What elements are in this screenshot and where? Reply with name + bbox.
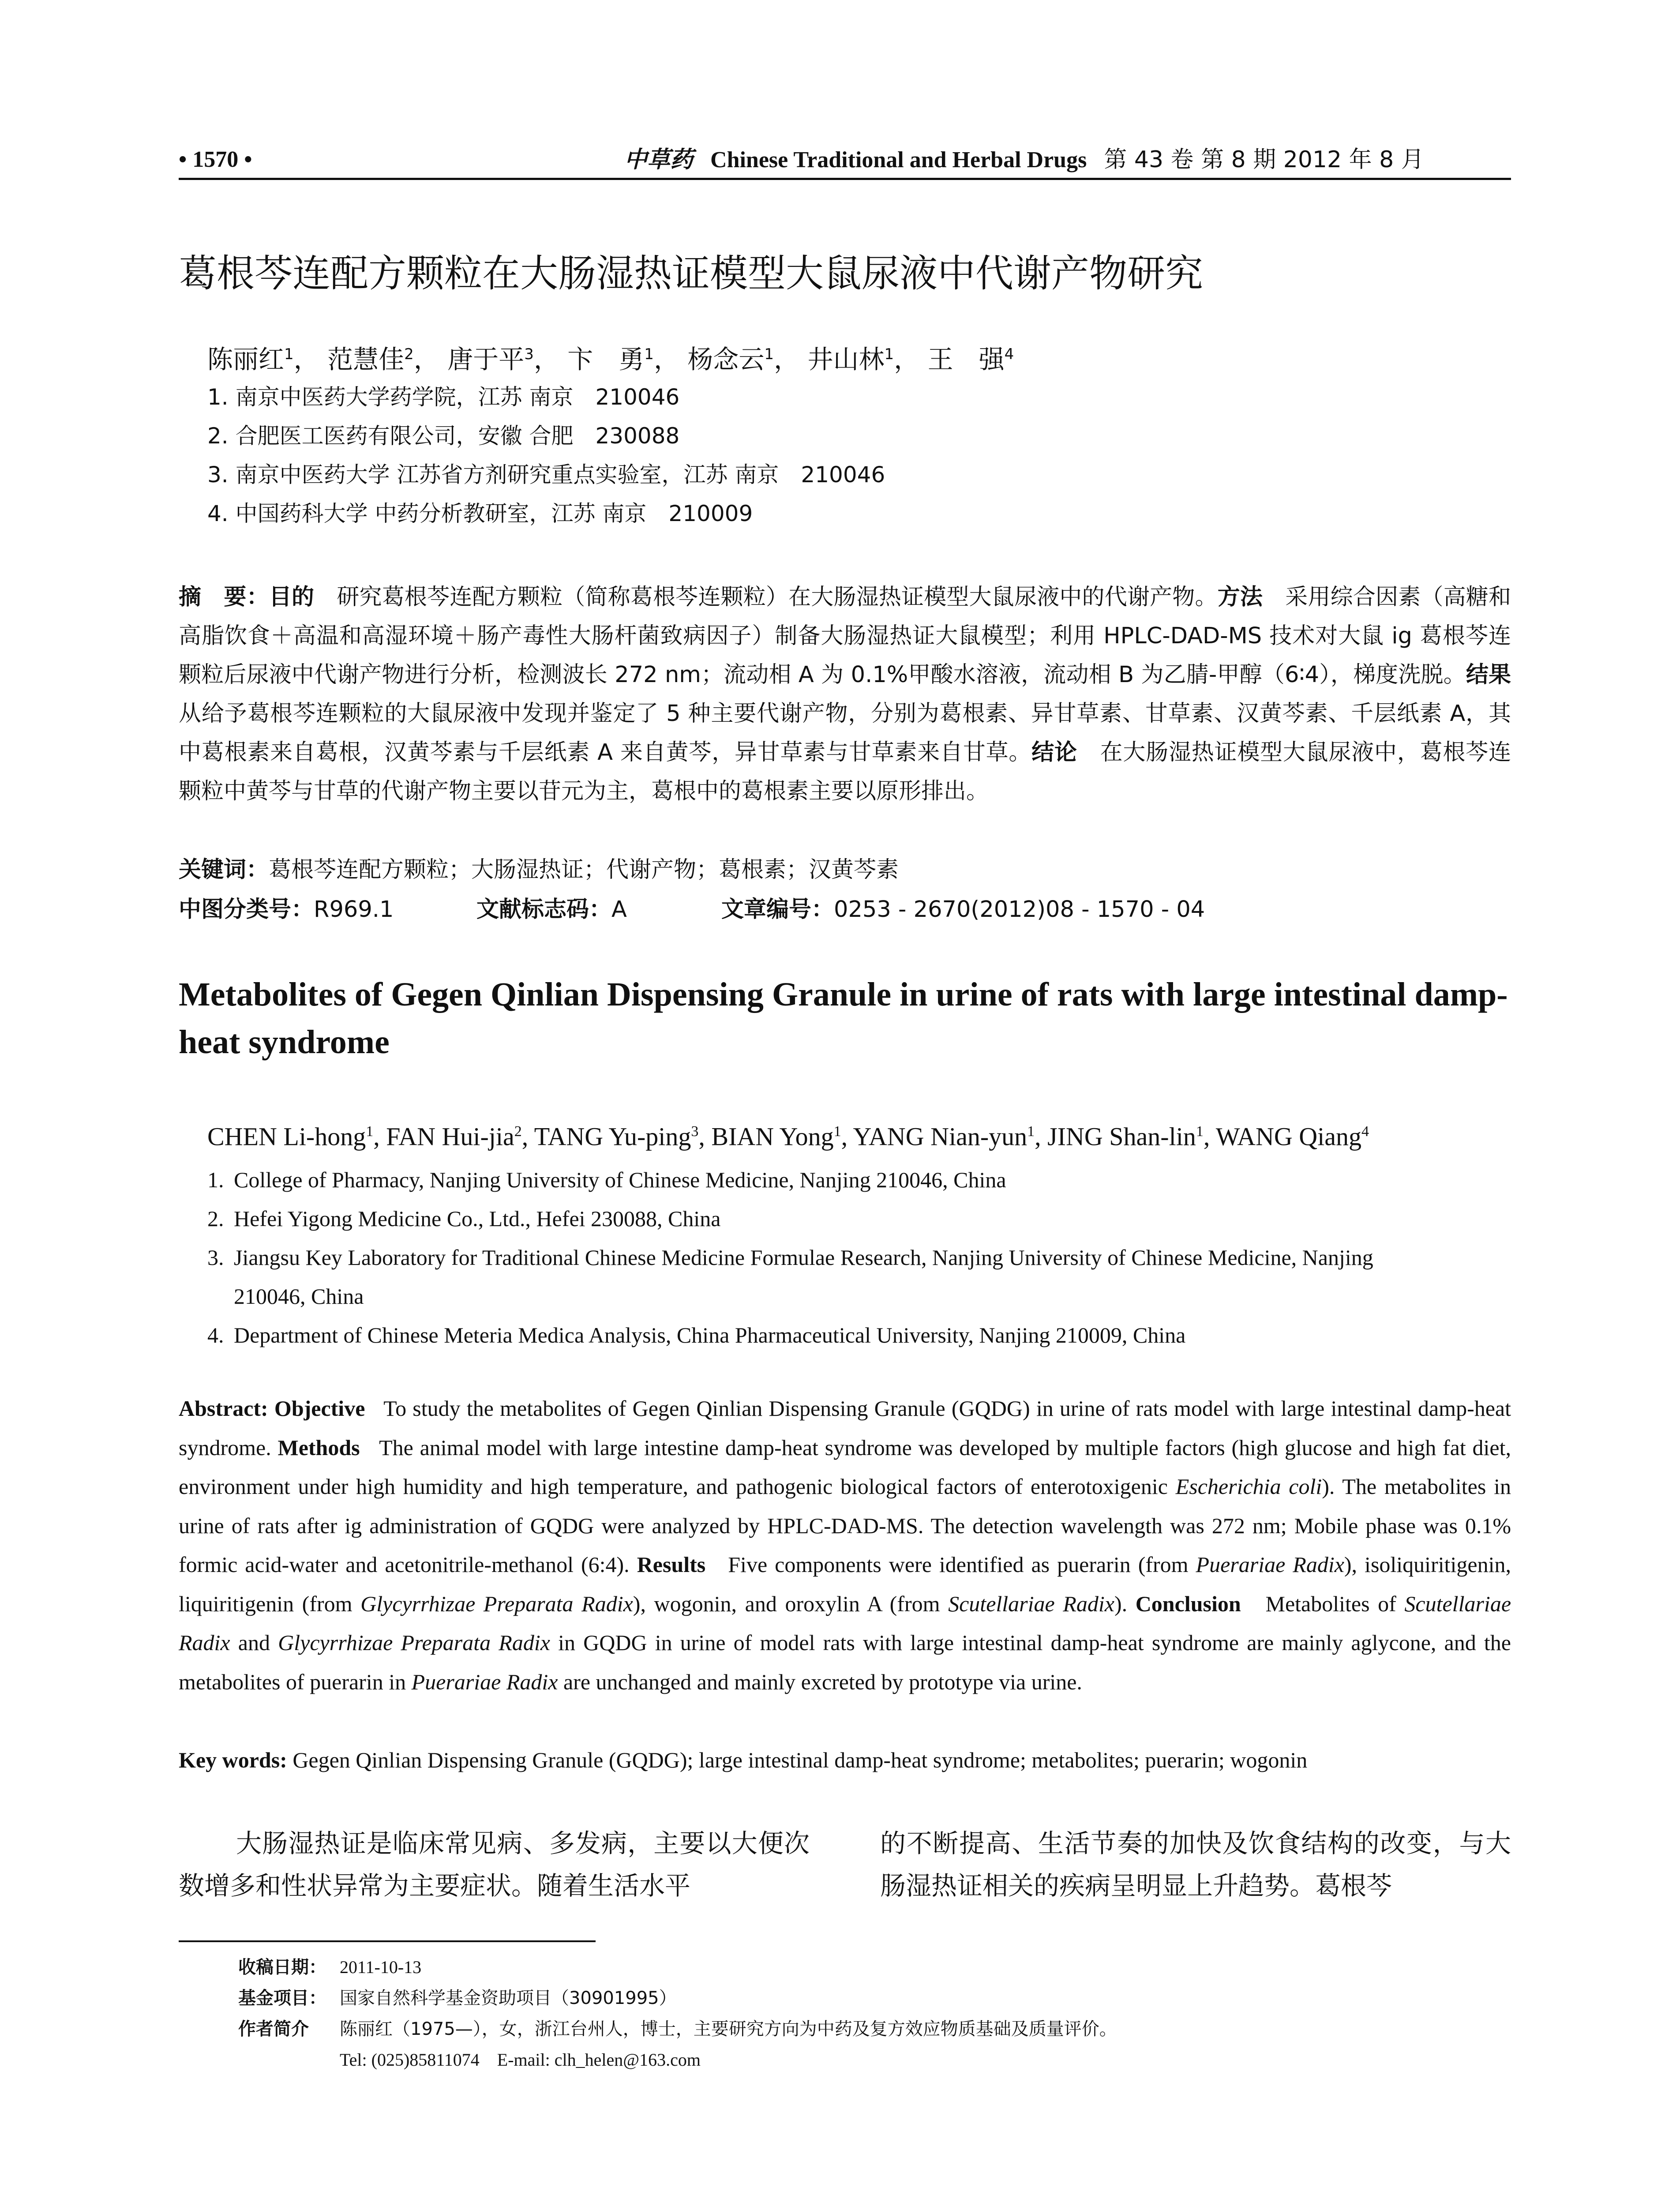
clc-label: 中图分类号： xyxy=(179,897,314,923)
abstract-label: 摘 要： xyxy=(179,584,269,610)
results-text: ), isoliquiritigenin, liquiritigenin (from xyxy=(179,1552,1511,1616)
running-header xyxy=(179,142,1511,177)
author-en: TANG Yu-ping xyxy=(534,1122,691,1151)
footnote-rule xyxy=(179,1940,596,1942)
herb-name: Glycyrrhizae Preparata Radix xyxy=(278,1630,550,1655)
keywords-text: 葛根芩连配方颗粒；大肠湿热证；代谢产物；葛根素；汉黄芩素 xyxy=(269,857,899,883)
keywords-label: Key words: xyxy=(179,1748,287,1772)
herb-name: Puerariae Radix xyxy=(1196,1552,1344,1577)
authors-en: CHEN Li-hong$^1$, FAN Hui-jia$^2$, TANG Yu-ping$^3$, BIAN Yong$^1$, YANG Nian-yun$^1$, JING Shan-lin$^1$, WANG Qiang$^4$ xyxy=(207,1122,1369,1151)
footnote-label: 作者简介 xyxy=(238,2019,309,2039)
header-rule xyxy=(179,178,1511,180)
author-sup: 1 xyxy=(884,345,894,363)
affiliation-cn: 3. 南京中医药大学 江苏省方剂研究重点实验室，江苏 南京 210046 xyxy=(207,462,885,488)
affiliation-cn: 4. 中国药科大学 中药分析教研室，江苏 南京 210009 xyxy=(207,501,753,526)
author-sup: 1 xyxy=(284,345,294,363)
author-sup: 3 xyxy=(524,345,534,363)
footnote-label: 收稿日期： xyxy=(238,1957,326,1977)
journal-issue: 第 43 卷 第 8 期 2012 年 8 月 xyxy=(1104,146,1424,173)
methods-text: ). The metabolites in urine of rats after ig administration of GQDG were analyzed by HPLC-DAD-MS. The detection wavelength was 272 nm; Mobile phase was 0.1% formic acid-water and acetonitrile-methanol (6:4). xyxy=(179,1474,1511,1577)
affiliation-en xyxy=(207,1199,1513,1238)
article-label: 文章编号： xyxy=(721,897,834,923)
abstract-cn xyxy=(179,578,1511,811)
author-cn: 杨念云 xyxy=(687,344,765,375)
title-cn: 葛根芩连配方颗粒在大肠湿热证模型大鼠尿液中代谢产物研究 xyxy=(179,251,1203,296)
author-sup: 1 xyxy=(644,345,654,363)
results-text: ), wogonin, and oroxylin A (from xyxy=(633,1591,949,1616)
author-en: WANG Qiang xyxy=(1215,1122,1362,1151)
doc-label: 文献标志码： xyxy=(476,897,612,923)
keywords-en xyxy=(179,1741,1511,1779)
body-column-right: 的不断提高、生活节奏的加快及饮食结构的改变，与大肠湿热证相关的疾病呈明显上升趋势。葛根芩 xyxy=(880,1828,1511,1901)
journal-line xyxy=(624,142,1424,178)
clc-number xyxy=(179,890,394,929)
footnote-text: 陈丽红（1975—），女，浙江台州人，博士，主要研究方向为中药及复方效应物质基础及质量评价。 xyxy=(340,2019,1117,2039)
conclusion-text: Metabolites of xyxy=(1265,1591,1405,1616)
keywords-text: Gegen Qinlian Dispensing Granule (GQDG); large intestinal damp-heat syndrome; metabolites; puerarin; wogonin xyxy=(292,1748,1308,1772)
conclusion-text: in GQDG in urine of model rats with large intestinal damp-heat syndrome are mainly aglycone, and the metabolites of puerarin in xyxy=(179,1630,1511,1694)
affiliation-continuation: 210046, China xyxy=(234,1284,364,1309)
author-sup: 4 xyxy=(1361,1123,1369,1140)
objective-text: To study the metabolites of Gegen Qinlian Dispensing Granule (GQDG) in urine of rats model with large intestinal damp-heat syndrome. xyxy=(179,1396,1511,1460)
keywords-cn xyxy=(179,851,1511,889)
herb-name: Scutellariae Radix xyxy=(948,1591,1114,1616)
affiliation-text: Department of Chinese Meteria Medica Analysis, China Pharmaceutical University, Nanjing 210009, China xyxy=(234,1323,1186,1347)
affiliation-number: 4. xyxy=(207,1323,224,1347)
author-cn: 唐于平 xyxy=(447,344,525,375)
affiliation-cn: 1. 南京中医药大学药学院，江苏 南京 210046 xyxy=(207,384,680,410)
author-cn: 范慧佳 xyxy=(327,344,405,375)
author-cn: 王 强 xyxy=(927,344,1005,375)
title-en: Metabolites of Gegen Qinlian Dispensing Granule in urine of rats with large intestinal damp-heat syndrome xyxy=(179,976,1508,1061)
author-cn: 井山林 xyxy=(807,344,885,375)
footnote-fund xyxy=(238,1983,677,2013)
affiliation-number: 1. xyxy=(207,1167,224,1192)
herb-name: Glycyrrhizae Preparata Radix xyxy=(360,1591,633,1616)
footnote-received xyxy=(238,1952,421,1982)
author-sup: 1 xyxy=(1027,1123,1035,1140)
author-sup: 4 xyxy=(1004,345,1014,363)
affiliation-en xyxy=(207,1238,1513,1316)
conclusion-text: and xyxy=(230,1630,278,1655)
author-sup: 2 xyxy=(514,1123,522,1140)
author-sup: 1 xyxy=(833,1123,841,1140)
author-en: CHEN Li-hong xyxy=(207,1122,366,1151)
author-sup: 2 xyxy=(404,345,414,363)
author-cn: 陈丽红 xyxy=(207,344,285,375)
conclusion-label: Conclusion xyxy=(1135,1591,1241,1616)
affiliation-number: 2. xyxy=(207,1206,224,1231)
results-text: Five components were identified as puerarin (from xyxy=(728,1552,1196,1577)
footnote-text: 国家自然科学基金资助项目（30901995） xyxy=(340,1988,677,2008)
footnote-text: 2011-10-13 xyxy=(340,1957,422,1977)
herb-name: Puerariae Radix xyxy=(411,1669,558,1694)
author-cn: 卞 勇 xyxy=(567,344,645,375)
author-sup: 1 xyxy=(1196,1123,1204,1140)
results-text: 从给予葛根芩连颗粒的大鼠尿液中发现并鉴定了 5 种主要代谢产物，分别为葛根素、异甘草素、甘草素、汉黄芩素、千层纸素 A，其中葛根素来自葛根，汉黄芩素与千层纸素 A 来自黄芩，异甘草素与甘草素来自甘草。 xyxy=(179,701,1511,765)
objective-text: 研究葛根芩连配方颗粒（简称葛根芩连颗粒）在大肠湿热证模型大鼠尿液中的代谢产物。 xyxy=(337,584,1218,610)
methods-label: Methods xyxy=(278,1435,360,1460)
article-value: 0253 - 2670(2012)08 - 1570 - 04 xyxy=(834,897,1205,923)
journal-name-cn: 中草药 xyxy=(624,146,694,173)
results-label: Results xyxy=(637,1552,706,1577)
affiliation-text: Jiangsu Key Laboratory for Traditional Chinese Medicine Formulae Research, Nanjing University of Chinese Medicine, Nanjing xyxy=(234,1245,1373,1270)
conclusion-text: are unchanged and mainly excreted by prototype via urine. xyxy=(558,1669,1082,1694)
author-sup: 1 xyxy=(764,345,774,363)
author-en: JING Shan-lin xyxy=(1047,1122,1196,1151)
body-column-left: 大肠湿热证是临床常见病、多发病，主要以大便次数增多和性状异常为主要症状。随着生活水平 xyxy=(179,1828,810,1901)
page-number: • 1570 • xyxy=(179,147,252,172)
abstract-label: Abstract: xyxy=(179,1396,268,1421)
affiliation-cn: 2. 合肥医工医药有限公司，安徽 合肥 230088 xyxy=(207,423,680,449)
results-text: ). xyxy=(1114,1591,1128,1616)
keywords-label: 关键词： xyxy=(179,857,269,883)
article-number xyxy=(721,890,1205,929)
herb-name: Scutellariae Radix xyxy=(179,1591,1511,1655)
methods-text: The animal model with large intestine damp-heat syndrome was developed by multiple factors (high glucose and high fat diet, environment under high humidity and high temperature, and pathogenic biological factors of enterotoxigenic xyxy=(179,1435,1511,1499)
species-name: Escherichia coli xyxy=(1175,1474,1322,1499)
results-label: 结果 xyxy=(1466,662,1511,688)
affiliation-text: Hefei Yigong Medicine Co., Ltd., Hefei 230088, China xyxy=(234,1206,721,1231)
footnote-label: 基金项目： xyxy=(238,1988,326,2008)
clc-value: R969.1 xyxy=(314,897,394,923)
affiliation-number: 3. xyxy=(207,1245,224,1270)
methods-text: 采用综合因素（高糖和高脂饮食＋高温和高湿环境＋肠产毒性大肠杆菌致病因子）制备大肠湿热证大鼠模型；利用 HPLC-DAD-MS 技术对大鼠 ig 葛根芩连颗粒后尿液中代谢产物进行分析，检测波长 272 nm；流动相 A 为 0.1%甲酸水溶液，流动相 B 为乙腈-甲醇（6∶4），梯度洗脱。 xyxy=(179,584,1511,688)
author-en: FAN Hui-jia xyxy=(386,1122,514,1151)
doc-code xyxy=(476,890,627,929)
footnote-contact: Tel: (025)85811074 E-mail: clh_helen@163.com xyxy=(340,2050,701,2070)
objective-label: Objective xyxy=(274,1396,365,1421)
methods-label: 方法 xyxy=(1217,584,1263,610)
objective-label: 目的 xyxy=(269,584,315,610)
affiliation-en xyxy=(207,1160,1513,1199)
author-en: YANG Nian-yun xyxy=(853,1122,1028,1151)
abstract-en xyxy=(179,1389,1511,1701)
conclusion-text: 在大肠湿热证模型大鼠尿液中，葛根芩连颗粒中黄芩与甘草的代谢产物主要以苷元为主，葛根中的葛根素主要以原形排出。 xyxy=(179,739,1511,804)
author-en: BIAN Yong xyxy=(711,1122,834,1151)
author-sup: 1 xyxy=(366,1123,374,1140)
doc-value: A xyxy=(611,897,627,923)
affiliation-en xyxy=(207,1316,1513,1354)
journal-name-en: Chinese Traditional and Herbal Drugs xyxy=(710,147,1087,173)
footnote-author xyxy=(238,2014,1117,2044)
affiliation-text: College of Pharmacy, Nanjing University of Chinese Medicine, Nanjing 210046, China xyxy=(234,1167,1006,1192)
conclusion-label: 结论 xyxy=(1031,739,1077,765)
authors-cn: 陈丽红$^1$， 范慧佳$^2$， 唐于平$^3$， 卞 勇$^1$， 杨念云$^1$， 井山林$^1$， 王 强$^4$ xyxy=(207,344,1014,375)
author-sup: 3 xyxy=(691,1123,699,1140)
